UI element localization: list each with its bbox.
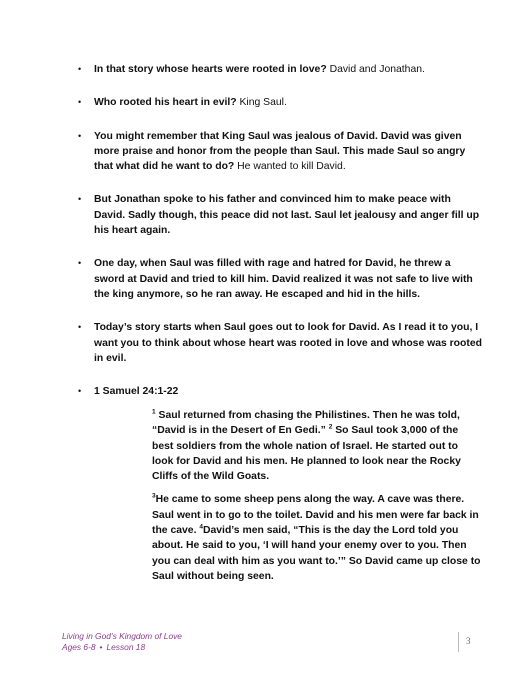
lesson-bullet-list [64,62,484,417]
bullet-answer: King Saul. [236,97,287,109]
bullet-answer: He wanted to kill David. [234,161,346,173]
verse-number: 2 [328,423,333,431]
bullet-icon: • [78,194,82,205]
verse-text: Saul returned from chasing the Philistines. Then he was told, “David is in the Desert of En Gedi.” [152,410,460,437]
footer-divider [458,632,459,652]
bullet-item [64,95,484,110]
bullet-answer: David and Jonathan. [326,64,425,75]
bullet-icon: • [78,130,82,141]
bullet-icon: • [78,386,82,397]
bullet-icon: • [78,322,82,333]
page-footer [62,631,182,653]
bullet-text: One day, when Saul was filled with rage and hatred for David, he threw a sword at David and tried to kill him. David realized it was not safe to live with the king anymore, so he ran away. He escaped and hid in the hills. [94,258,473,300]
bullet-question: Who rooted his heart in evil? [94,97,237,109]
bullet-item [64,256,484,302]
scripture-passage [152,408,482,592]
bullet-text: But Jonathan spoke to his father and convinced him to make peace with David. Sadly though, this peace did not last. Saul let jealousy and anger fill up his heart again. [94,194,480,237]
page-number: 3 [466,636,471,646]
bullet-icon: • [78,97,82,108]
bullet-icon: • [78,64,82,74]
bullet-item [64,192,484,238]
bullet-question: You might remember that King Saul was jealous of David. David was given more praise and honor from the people than Saul. This made Saul so angry that what did he want to do? [94,130,466,173]
verse-text: David’s men said, “This is the day the Lord told you about. He said to you, ‘I will hand your enemy over to you. Then you can deal with him as you want to.’” So David came up close to Saul without being seen. [152,525,481,582]
scripture-reference: 1 Samuel 24:1-22 [94,386,179,398]
bullet-item [64,62,484,77]
footer-lesson: Lesson 18 [106,642,146,652]
verse-number: 4 [199,523,203,531]
verse-text: He came to some sheep pens along the way. A cave was there. Saul went in to go to the toilet. David and his men were far back in the cave. [152,494,479,537]
footer-separator: • [99,642,103,652]
verse-number: 1 [152,408,156,416]
footer-series-title: Living in God’s Kingdom of Love [62,631,182,641]
verse-number: 3 [152,493,156,501]
bullet-item [64,320,484,366]
bullet-question: In that story whose hearts were rooted in love? [94,64,327,75]
bullet-icon: • [78,258,82,269]
bullet-item [64,129,484,175]
passage-paragraph [152,408,482,484]
bullet-item-scripture-reference [64,384,484,399]
footer-lesson-info [62,642,182,653]
footer-ages: Ages 6-8 [62,642,96,652]
verse-text: So Saul took 3,000 of the best soldiers from the whole nation of Israel. He started out to look for David and his men. He planned to look near the Rocky Cliffs of the Wild Goats. [152,425,461,483]
passage-paragraph [152,492,482,584]
bullet-text: Today’s story starts when Saul goes out to look for David. As I read it to you, I want you to think about whose heart was rooted in love and whose was rooted in evil. [94,322,482,364]
